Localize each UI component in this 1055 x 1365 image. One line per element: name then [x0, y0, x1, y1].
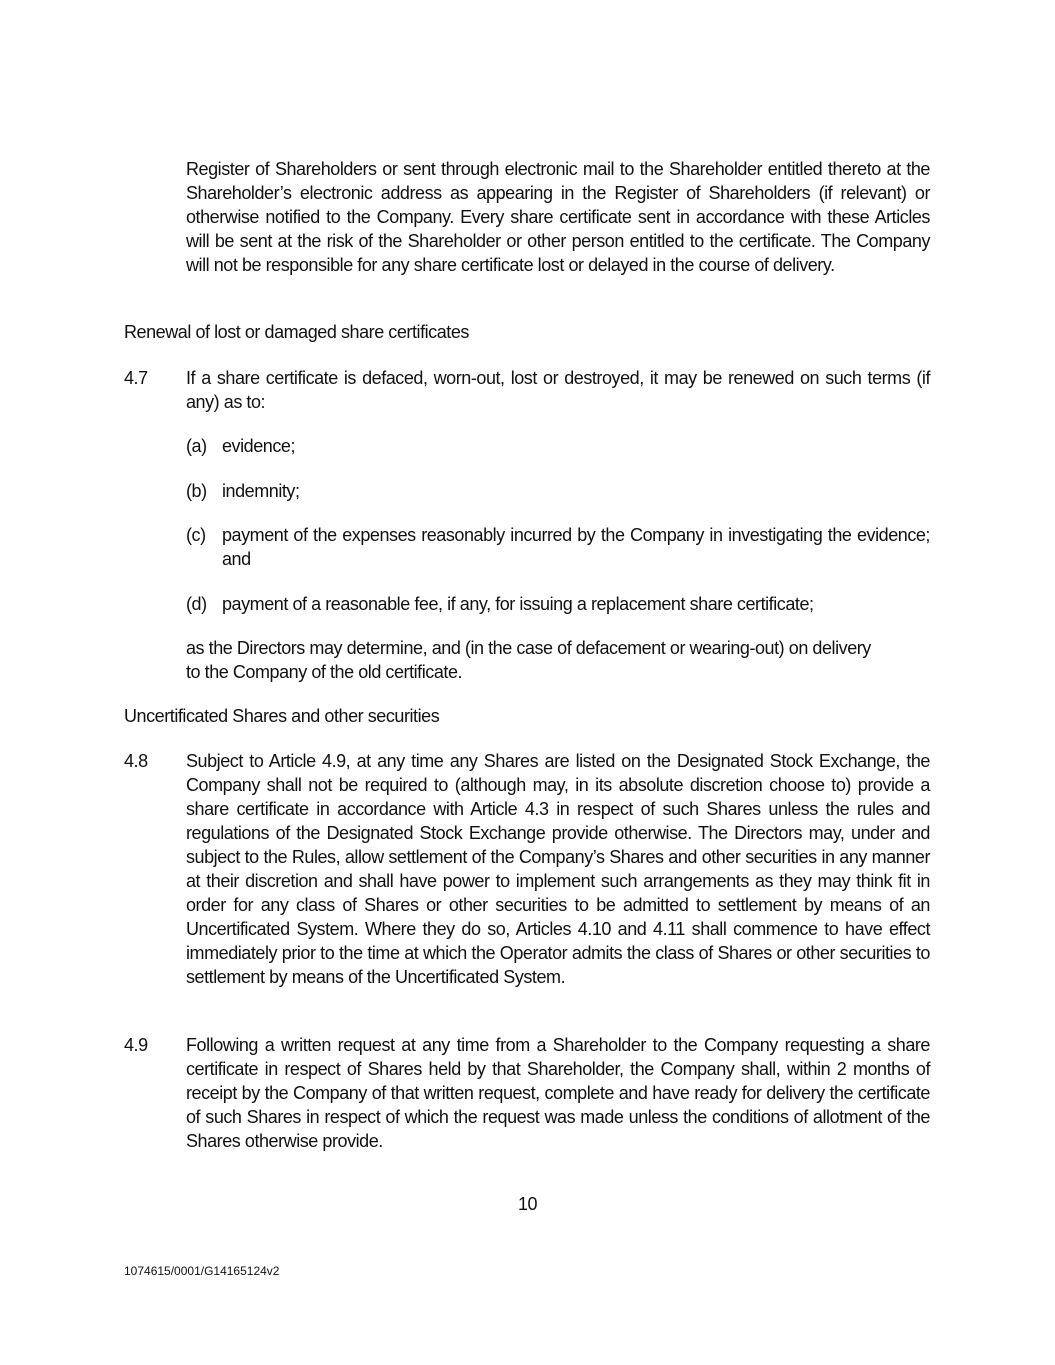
list-label: (d) — [186, 594, 207, 614]
article-4-7-text: If a share certificate is defaced, worn-out, lost or destroyed, it may be renewed on such terms (if any) as to: — [186, 368, 930, 412]
article-4-9-text: Following a written request at any time from a Shareholder to the Company requesting a share certificate in respect of Shares held by that Shareholder, the Company shall, within 2 months of receipt by the Company of that written request, complete and have ready for delivery the certificate of such Shares in respect of which the request was made unless the conditions of allotment of the Shares otherwise provide. — [186, 1035, 930, 1151]
list-text: indemnity; — [222, 481, 300, 501]
page-number: 10 — [517, 1194, 538, 1214]
article-4-8-text: Subject to Article 4.9, at any time any Shares are listed on the Designated Stock Exchange, the Company shall not be required to (although may, in its absolute discretion choose to) provide a share certificate in accordance with Article 4.3 in respect of such Shares unless the rules and regulations of the Designated Stock Exchange provide otherwise. The Directors may, under and subject to the Rules, allow settlement of the Company’s Shares and other securities in any manner at their discretion and shall have power to implement such arrangements as they may think fit in order for any class of Shares or other securities to be admitted to settlement by means of an Uncertificated System. Where they do so, Articles 4.10 and 4.11 shall commence to have effect immediately prior to the time at which the Operator admits the class of Shares or other securities to settlement by means of the Uncertificated System. — [186, 751, 930, 987]
list-text: evidence; — [222, 436, 296, 456]
article-number: 4.8 — [124, 751, 148, 771]
article-4-7-closing: as the Directors may determine, and (in the case of defacement or wearing-out) on delivery to the Company of the old certificate. — [186, 638, 871, 682]
list-label: (a) — [186, 436, 207, 456]
section-heading-renewal: Renewal of lost or damaged share certificates — [124, 322, 469, 342]
list-text: payment of the expenses reasonably incurred by the Company in investigating the evidence; and — [222, 525, 930, 569]
section-heading-uncertificated: Uncertificated Shares and other securities — [124, 706, 440, 726]
article-number: 4.9 — [124, 1035, 148, 1055]
list-text: payment of a reasonable fee, if any, for issuing a replacement share certificate; — [222, 594, 814, 614]
list-label: (c) — [186, 525, 206, 545]
article-number: 4.7 — [124, 368, 148, 388]
continuation-paragraph: Register of Shareholders or sent through electronic mail to the Shareholder entitled thereto at the Shareholder’s electronic address as appearing in the Register of Shareholders (if relevant) or otherwise notified to the Company. Every share certificate sent in accordance with these Articles will be sent at the risk of the Shareholder or other person entitled to the certificate. The Company will not be responsible for any share certificate lost or delayed in the course of delivery. — [186, 159, 930, 275]
list-label: (b) — [186, 481, 207, 501]
footer-document-reference: 1074615/0001/G14165124v2 — [124, 1264, 280, 1278]
